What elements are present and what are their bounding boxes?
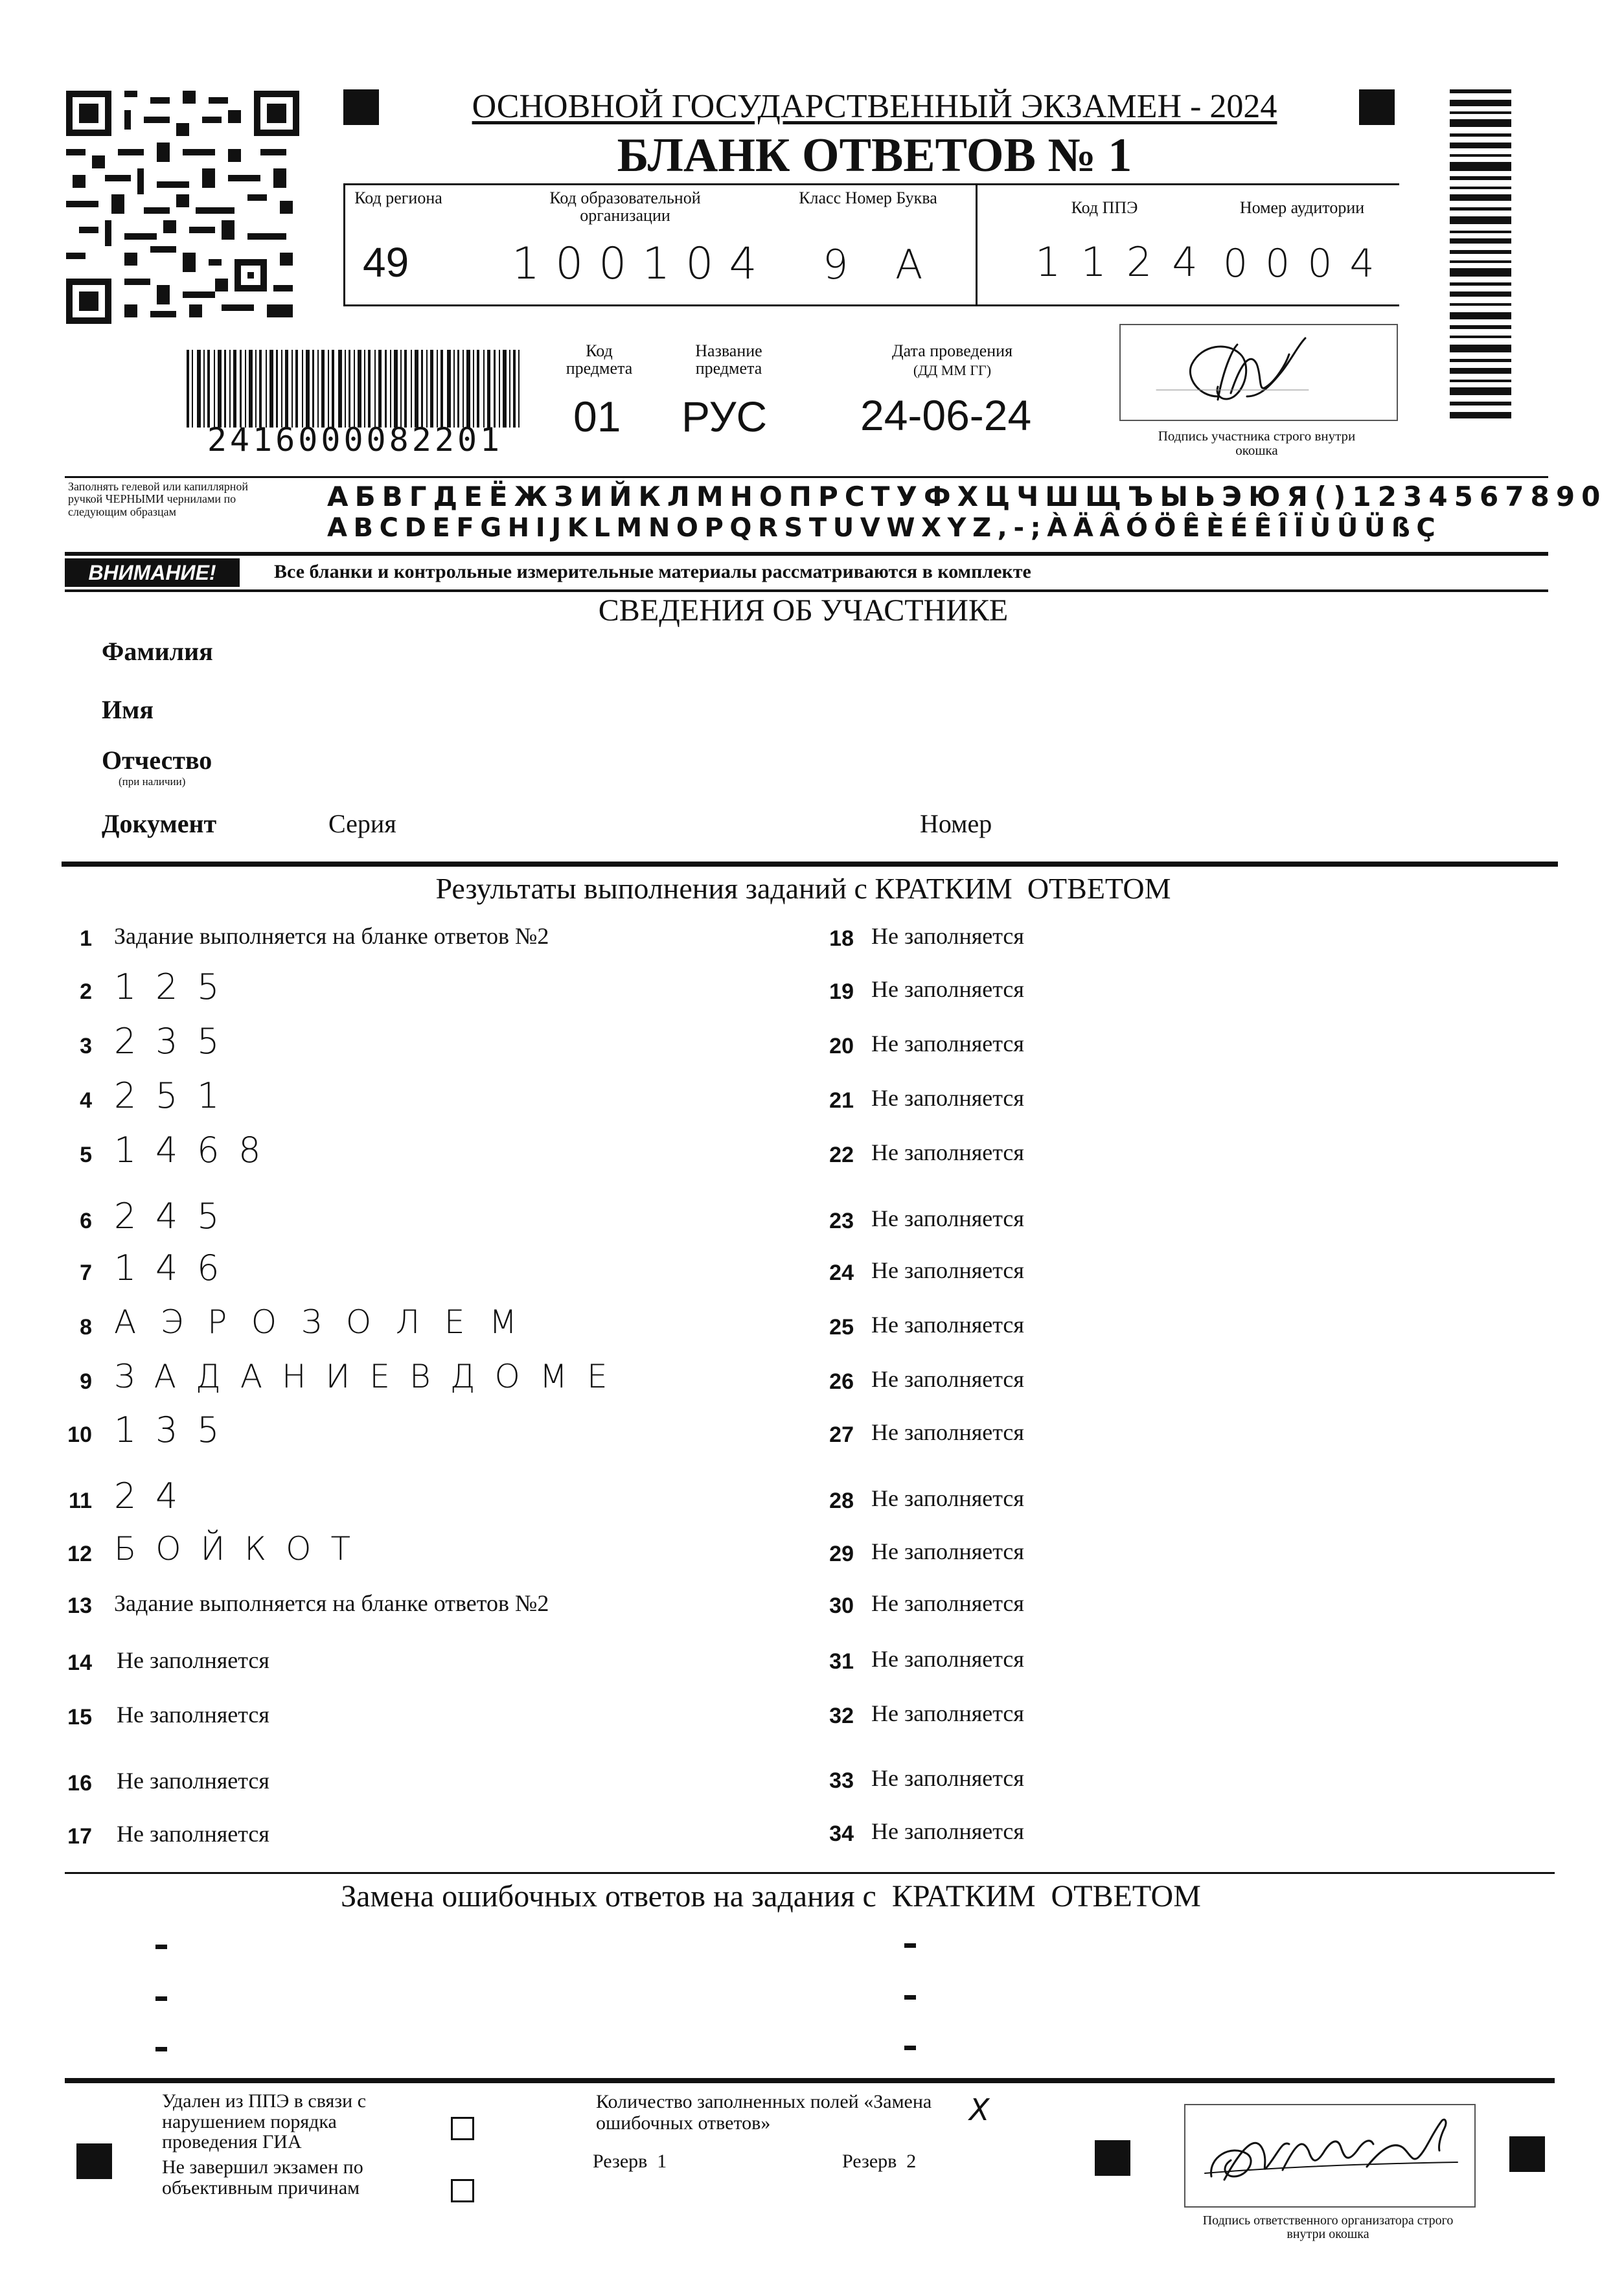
answer-field[interactable]: Не заполняется — [871, 1205, 1024, 1231]
row-number: 14 — [67, 1650, 92, 1675]
answer-field[interactable]: Не заполняется — [871, 1700, 1024, 1726]
answer-field[interactable]: Не заполняется — [871, 1312, 1024, 1338]
fields-count-label: Количество заполненных полей «Замена ошибочных ответов» — [596, 2091, 932, 2134]
row-number: 8 — [80, 1315, 92, 1340]
answer-field[interactable]: 24 — [114, 1476, 198, 1516]
removed-checkbox[interactable] — [451, 2117, 474, 2140]
row-number: 23 — [829, 1209, 854, 1233]
results-bottom-line — [65, 1872, 1555, 1874]
row-number: 30 — [829, 1593, 854, 1618]
number-label: Номер — [920, 809, 992, 838]
answer-field[interactable]: Не заполняется — [871, 1139, 1024, 1165]
replacement-dash-left-3 — [155, 2047, 167, 2051]
document-label: Документ — [102, 809, 217, 838]
participant-bottom-line — [62, 862, 1558, 867]
warning-badge: ВНИМАНИЕ! — [65, 558, 240, 587]
answer-field[interactable]: Не заполняется — [871, 1765, 1024, 1791]
answer-field[interactable]: 125 — [114, 966, 239, 1007]
replacement-dash-left-2 — [155, 1996, 167, 2001]
not-finished-checkbox[interactable] — [451, 2179, 474, 2202]
answer-field[interactable]: 146 — [114, 1248, 239, 1288]
participant-signature — [1121, 325, 1399, 422]
subject-code-label: Код предмета — [566, 341, 633, 378]
answer-field[interactable]: Не заполняется — [117, 1702, 269, 1728]
answer-field[interactable]: Не заполняется — [117, 1647, 269, 1673]
row-number: 11 — [69, 1489, 92, 1513]
region-value: 49 — [363, 239, 409, 286]
replacement-dash-right-2 — [904, 1995, 916, 2000]
answer-field[interactable]: Не заполняется — [871, 1366, 1024, 1392]
code-box-top-line — [343, 183, 1399, 185]
class-number-value: 9 — [823, 241, 867, 288]
sample-instruction: Заполнять гелевой или капиллярной ручкой ЧЕРНЫМИ чернилами по следующим образцам — [68, 480, 248, 518]
removed-label: Удален из ППЭ в связи с нарушением порядка проведения ГИА — [162, 2090, 367, 2153]
code-box-divider-1 — [343, 183, 345, 306]
row-number: 1 — [80, 926, 92, 951]
organizer-signature-caption: Подпись ответственного организатора строго внутри окошка — [1202, 2213, 1454, 2241]
answer-field[interactable]: ЗАДАНИЕВДОМЕ — [114, 1358, 627, 1395]
row-number: 12 — [67, 1542, 92, 1566]
date-format: (ДД ММ ГГ) — [913, 362, 992, 378]
replacement-bottom-line — [65, 2078, 1555, 2083]
answer-field[interactable]: Не заполняется — [871, 1419, 1024, 1445]
row-number: 2 — [80, 979, 92, 1004]
sample-top-line — [65, 476, 1548, 478]
row-number: 15 — [67, 1705, 92, 1730]
corner-marker-bottom-3 — [1509, 2136, 1545, 2172]
room-value: 0004 — [1223, 241, 1392, 286]
not-finished-label: Не завершил экзамен по объективным причинам — [162, 2156, 363, 2198]
row-number: 13 — [67, 1593, 92, 1618]
room-label: Номер аудитории — [1239, 198, 1365, 217]
organizer-signature — [1185, 2105, 1477, 2209]
replacement-title: Замена ошибочных ответов на задания с КРАТКИМ ОТВЕТОМ — [341, 1879, 1201, 1913]
replacement-dash-right-1 — [904, 1943, 916, 1948]
results-title: Результаты выполнения заданий с КРАТКИМ ОТВЕТОМ — [435, 872, 1171, 905]
participant-signature-box[interactable] — [1119, 324, 1398, 421]
row-number: 24 — [829, 1261, 854, 1285]
date-label: Дата проведения — [891, 341, 1013, 360]
answer-field[interactable]: Задание выполняется на бланке ответов №2 — [114, 923, 549, 949]
region-label: Код региона — [354, 188, 442, 207]
corner-marker-top-left — [343, 89, 379, 125]
answer-field[interactable]: Не заполняется — [871, 1485, 1024, 1511]
sample-cyrillic: АБВГДЕЁЖЗИЙКЛМНОПРСТУФХЦЧШЩЪЫЬЭЮЯ()1234567890 — [327, 481, 1607, 512]
answer-field[interactable]: Не заполняется — [117, 1821, 269, 1847]
answer-field[interactable]: Задание выполняется на бланке ответов №2 — [114, 1590, 549, 1616]
code-box-divider-2 — [976, 183, 978, 306]
replacement-dash-right-3 — [904, 2046, 916, 2050]
answer-field[interactable]: 245 — [114, 1196, 239, 1237]
exam-title: ОСНОВНОЙ ГОСУДАРСТВЕННЫЙ ЭКЗАМЕН - 2024 — [472, 88, 1277, 125]
patronymic-note: (при наличии) — [119, 775, 186, 788]
subject-code-value: 01 — [573, 393, 621, 440]
answer-field[interactable]: 135 — [114, 1410, 239, 1450]
answer-field[interactable]: Не заполняется — [871, 1257, 1024, 1283]
row-number: 3 — [80, 1034, 92, 1058]
name-label: Имя — [102, 695, 154, 724]
answer-field[interactable]: 251 — [114, 1075, 239, 1116]
org-label: Код образовательной организации — [549, 188, 701, 225]
organizer-signature-box[interactable] — [1184, 2104, 1476, 2208]
class-letter-value: А — [895, 241, 941, 288]
row-number: 31 — [829, 1649, 854, 1674]
row-number: 10 — [67, 1422, 92, 1447]
participant-section-title: СВЕДЕНИЯ ОБ УЧАСТНИКЕ — [598, 593, 1009, 628]
participant-signature-caption: Подпись участника строго внутри окошка — [1158, 428, 1356, 459]
corner-marker-bottom-2 — [1095, 2140, 1130, 2176]
fields-count-value[interactable]: X — [969, 2092, 990, 2127]
warning-text: Все бланки и контрольные измерительные материалы рассматриваются в комплекте — [274, 561, 1031, 582]
patronymic-label: Отчество — [102, 746, 212, 775]
reserve-2-label: Резерв 2 — [842, 2151, 917, 2172]
row-number: 26 — [829, 1369, 854, 1394]
org-value: 100104 — [512, 238, 773, 290]
answer-field[interactable]: Не заполняется — [871, 1590, 1024, 1616]
replacement-dash-left-1 — [155, 1945, 167, 1949]
corner-marker-top-right — [1359, 89, 1395, 125]
side-barcode — [1450, 89, 1511, 426]
row-number: 17 — [67, 1824, 92, 1849]
row-number: 34 — [829, 1821, 854, 1846]
answer-field[interactable]: БОЙКОТ — [114, 1530, 370, 1568]
ppe-value: 1124 — [1035, 238, 1218, 286]
row-number: 4 — [80, 1088, 92, 1113]
row-number: 29 — [829, 1542, 854, 1566]
class-label: Класс Номер Буква — [799, 188, 937, 207]
date-value: 24-06-24 — [860, 391, 1032, 439]
row-number: 27 — [829, 1422, 854, 1447]
answer-field[interactable]: Не заполняется — [871, 1538, 1024, 1564]
row-number: 7 — [80, 1261, 92, 1285]
row-number: 19 — [829, 979, 854, 1004]
code-box-bottom-line — [343, 304, 1399, 306]
barcode-number: 2416000082201 — [207, 421, 503, 459]
corner-marker-bottom-1 — [76, 2143, 112, 2179]
row-number: 20 — [829, 1034, 854, 1058]
answer-field[interactable]: 235 — [114, 1021, 239, 1062]
warning-bottom-line — [65, 589, 1548, 592]
answer-field[interactable]: Не заполняется — [871, 1031, 1024, 1056]
row-number: 18 — [829, 926, 854, 951]
answer-field[interactable]: 1468 — [114, 1130, 280, 1171]
row-number: 25 — [829, 1315, 854, 1340]
answer-field[interactable]: Не заполняется — [871, 1085, 1024, 1111]
answer-field[interactable]: Не заполняется — [871, 1818, 1024, 1844]
subject-name-label: Название предмета — [695, 341, 762, 378]
row-number: 22 — [829, 1143, 854, 1167]
sample-bottom-line — [65, 552, 1548, 556]
answer-field[interactable]: Не заполняется — [871, 1646, 1024, 1672]
row-number: 28 — [829, 1489, 854, 1513]
row-number: 33 — [829, 1768, 854, 1793]
qr-code — [66, 91, 299, 324]
subject-name-value: РУС — [681, 393, 768, 440]
row-number: 16 — [67, 1771, 92, 1796]
answer-field[interactable]: Не заполняется — [871, 923, 1024, 949]
row-number: 21 — [829, 1088, 854, 1113]
row-number: 32 — [829, 1704, 854, 1728]
row-number: 5 — [80, 1143, 92, 1167]
sample-latin: ABCDEFGHIJKLMNOPQRSTUVWXYZ,-;ÀÄÂÓÖÊÈÉÊÎÏÙÛÜßÇ — [327, 513, 1442, 543]
answer-field[interactable]: Не заполняется — [117, 1768, 269, 1794]
form-title: БЛАНК ОТВЕТОВ № 1 — [617, 129, 1132, 182]
ppe-label: Код ППЭ — [1071, 198, 1138, 217]
answer-field[interactable]: Не заполняется — [871, 976, 1024, 1002]
surname-label: Фамилия — [102, 637, 213, 666]
answer-field[interactable]: АЭРОЗОЛЕМ — [114, 1303, 542, 1341]
row-number: 6 — [80, 1209, 92, 1233]
series-label: Серия — [328, 809, 396, 838]
row-number: 9 — [80, 1369, 92, 1394]
reserve-1-label: Резерв 1 — [593, 2151, 667, 2172]
